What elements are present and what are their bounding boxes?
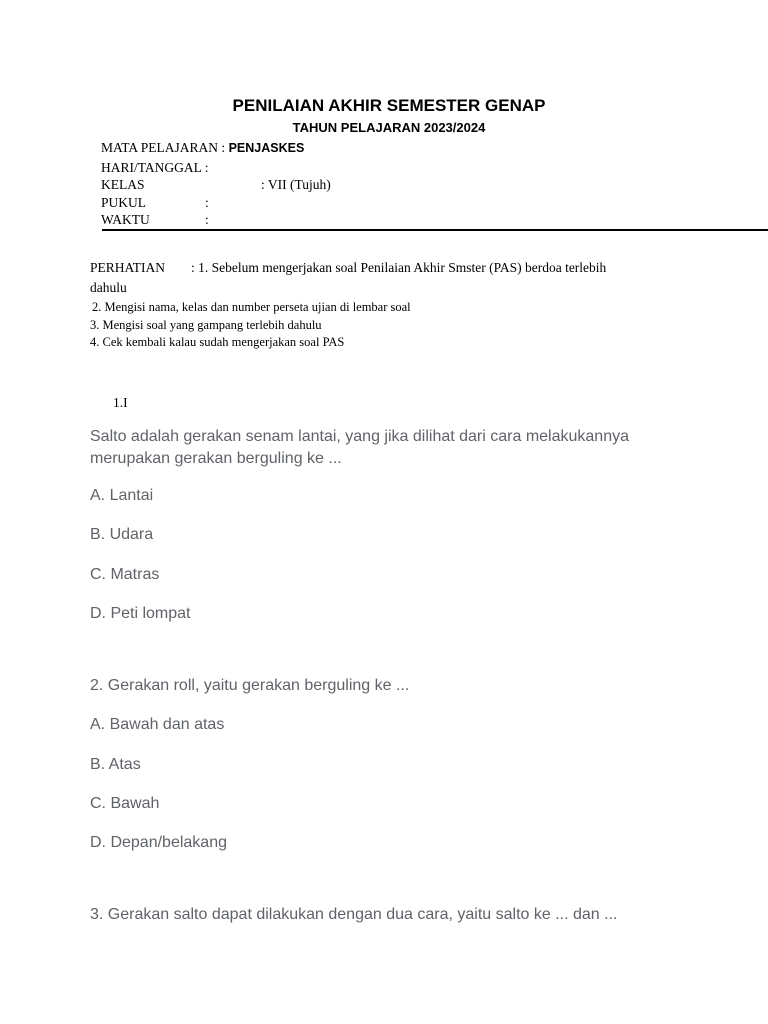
question-2-option-d: D. Depan/belakang	[90, 834, 227, 851]
question-2-option-c: C. Bawah	[90, 795, 160, 812]
question-1-option-b: B. Udara	[90, 526, 154, 543]
question-2-option-b: B. Atas	[90, 756, 141, 773]
question-2-text: 2. Gerakan roll, yaitu gerakan berguling ke ...	[90, 677, 410, 694]
instruction-1: : 1. Sebelum mengerjakan soal Penilaian Akhir Smster (PAS) berdoa terlebih	[191, 260, 607, 275]
instruction-1-continued: dahulu	[90, 280, 127, 295]
academic-year: TAHUN PELAJARAN 2023/2024	[292, 120, 486, 135]
subject-label: MATA PELAJARAN :	[101, 140, 229, 155]
hour-label: PUKUL	[101, 195, 147, 210]
instruction-4: 4. Cek kembali kalau sudah mengerjakan soal PAS	[90, 335, 345, 349]
instruction-3: 3. Mengisi soal yang gampang terlebih dahulu	[90, 318, 322, 332]
question-2-option-a: A. Bawah dan atas	[90, 716, 225, 733]
question-1-option-d: D. Peti lompat	[90, 605, 191, 622]
question-1-option-a: A. Lantai	[90, 487, 154, 504]
date-label: HARI/TANGGAL :	[101, 160, 209, 175]
class-value: : VII (Tujuh)	[261, 177, 331, 192]
time-value: :	[205, 212, 209, 227]
subject-row	[101, 139, 304, 157]
instruction-2: 2. Mengisi nama, kelas dan number perseta ujian di lembar soal	[92, 300, 411, 314]
question-1-option-c: C. Matras	[90, 566, 160, 583]
instructions-label: PERHATIAN	[90, 260, 166, 275]
hour-value: :	[205, 195, 209, 210]
question-3-text: 3. Gerakan salto dapat dilakukan dengan dua cara, yaitu salto ke ... dan ...	[90, 906, 618, 923]
question-1-text: Salto adalah gerakan senam lantai, yang jika dilihat dari cara melakukannya merupakan gerakan berguling ke ...	[90, 428, 629, 467]
time-label: WAKTU	[101, 212, 150, 227]
subject-value: PENJASKES	[228, 141, 305, 155]
header-divider	[102, 229, 768, 231]
document-title: PENILAIAN AKHIR SEMESTER GENAP	[232, 96, 546, 115]
section-number: 1.I	[113, 395, 128, 410]
class-label: KELAS	[101, 177, 145, 192]
